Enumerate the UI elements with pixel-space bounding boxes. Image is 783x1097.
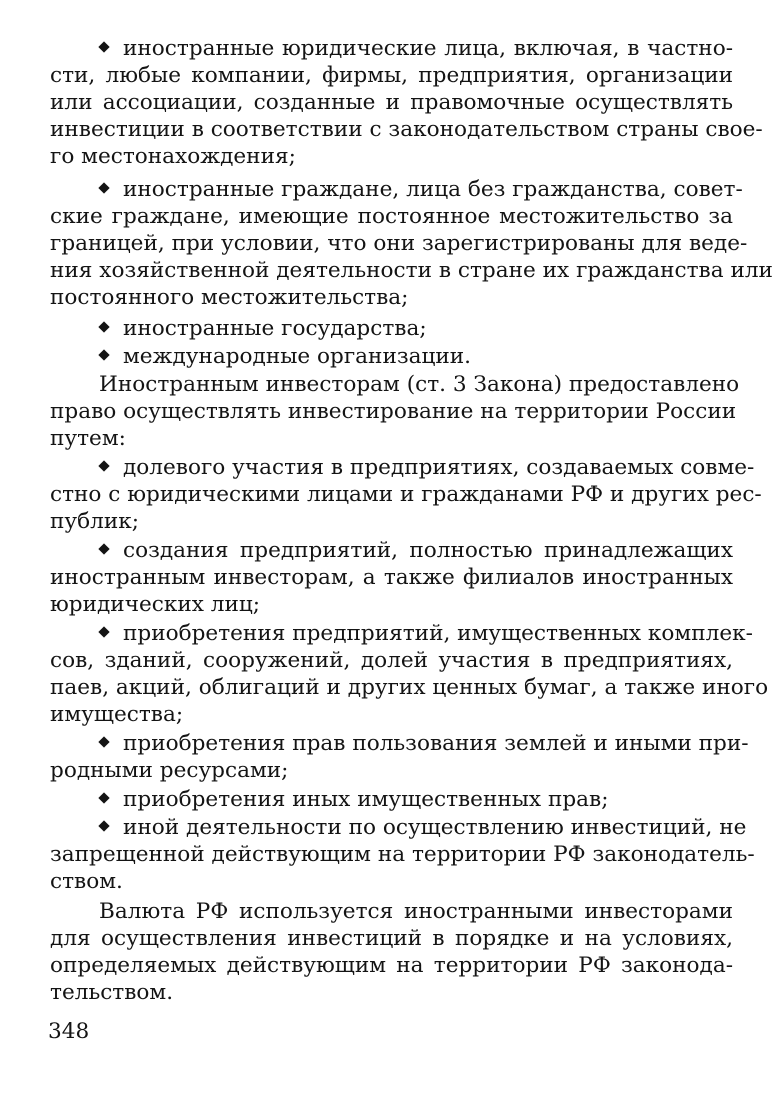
text-line: запрещенной действующим на территории РФ законодатель- <box>50 842 755 867</box>
text-line: тельством. <box>50 980 174 1005</box>
text-line: имущества; <box>50 702 184 727</box>
text-line: иностранным инвесторам, а также филиалов иностранных <box>50 565 733 590</box>
text-line: стно с юридическими лицами и гражданами РФ и других рес- <box>50 482 762 507</box>
text-line: определяемых действующим на территории РФ законода- <box>50 953 733 978</box>
text-line: ством. <box>50 869 123 894</box>
text-line: иностранные юридические лица, включая, в частно- <box>123 36 733 61</box>
text-line: инвестиции в соответствии с законодательством страны свое- <box>50 117 763 142</box>
text-line: создания предприятий, полностью принадлежащих <box>123 538 733 563</box>
text-line: юридических лиц; <box>50 592 261 617</box>
text-line: или ассоциации, созданные и правомочные осуществлять <box>50 90 733 115</box>
text-line: право осуществлять инвестирование на территории России <box>50 399 737 424</box>
text-line: для осуществления инвестиций в порядке и на условиях, <box>50 926 733 951</box>
text-line: Иностранным инвесторам (ст. 3 Закона) предоставлено <box>99 372 740 397</box>
text-line: долевого участия в предприятиях, создаваемых совме- <box>123 455 755 480</box>
text-line: приобретения предприятий, имущественных комплек- <box>123 621 753 646</box>
text-line: ния хозяйственной деятельности в стране их гражданства или <box>50 258 773 283</box>
text-line: иностранные государства; <box>123 316 427 341</box>
text-line: родными ресурсами; <box>50 758 289 783</box>
text-line: иной деятельности по осуществлению инвестиций, не <box>123 815 747 840</box>
text-line: путем: <box>50 426 126 451</box>
text-line: сов, зданий, сооружений, долей участия в предприятиях, <box>50 648 733 673</box>
text-line: границей, при условии, что они зарегистрированы для веде- <box>50 231 748 256</box>
text-line: Валюта РФ используется иностранными инвесторами <box>99 899 733 924</box>
text-line: международные организации. <box>123 344 472 369</box>
text-line: го местонахождения; <box>50 144 296 169</box>
text-line: ские граждане, имеющие постоянное местожительство за <box>50 204 733 229</box>
text-line: постоянного местожительства; <box>50 285 409 310</box>
page-number: 348 <box>48 1019 90 1044</box>
text-line: сти, любые компании, фирмы, предприятия, организации <box>50 63 733 88</box>
text-line: паев, акций, облигаций и других ценных бумаг, а также иного <box>50 675 769 700</box>
text-line: иностранные граждане, лица без гражданства, совет- <box>123 177 743 202</box>
text-line: приобретения прав пользования землей и иными при- <box>123 731 749 756</box>
text-line: приобретения иных имущественных прав; <box>123 787 609 812</box>
text-line: публик; <box>50 509 139 534</box>
